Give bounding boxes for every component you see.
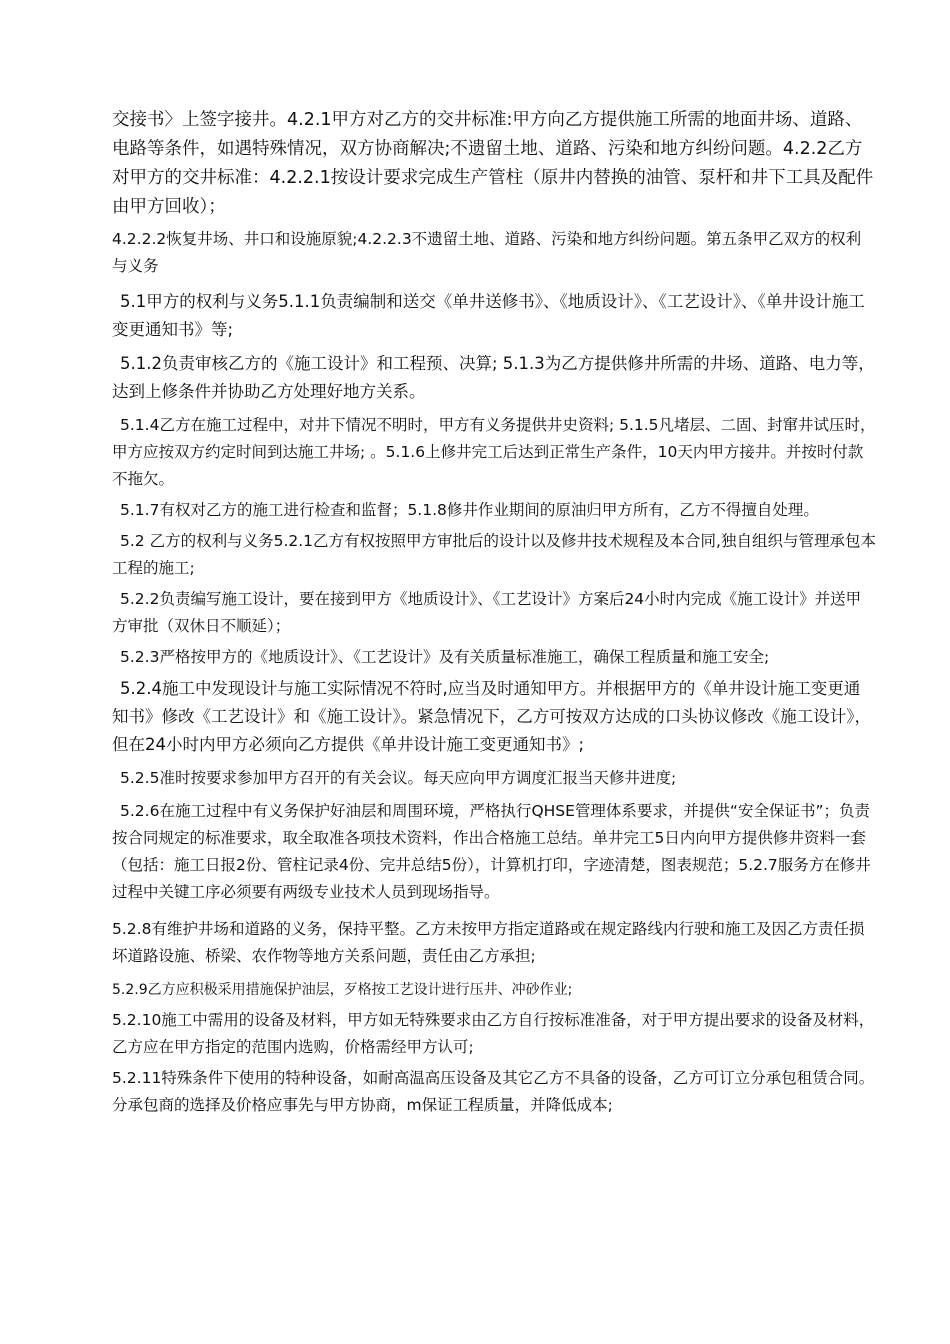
document-page — [112, 106, 876, 1119]
paragraph-5-2-5-meetings: 5.2.5准时按要求参加甲方召开的有关会议。每天应向甲方调度汇报当天修井进度; — [120, 769, 677, 787]
paragraph-5-2-10-equipment-materials: 5.2.10施工中需用的设备及材料，甲方如无特殊要求由乙方自行按标准准备，对于甲方提出要求的设备及材料，乙方应在甲方指定的范围内选购，价格需经甲方认可; — [112, 1011, 875, 1056]
paragraph-5-1-party-a-rights: 5.1甲方的权利与义务5.1.1负责编制和送交《单井送修书》、《地质设计》、《工艺设计》、《单井设计施工变更通知书》等; — [112, 292, 865, 339]
paragraph-5-1-7-inspection: 5.1.7有权对乙方的施工进行检查和监督；5.1.8修井作业期间的原油归甲方所有，乙方不得擅自处理。 — [120, 501, 819, 519]
paragraph-5-2-11-special-equipment: 5.2.11特殊条件下使用的特种设备，如耐高温高压设备及其它乙方不具备的设备，乙方可订立分承包租赁合同。分承包商的选择及价格应事先与甲方协商，m保证工程质量，并降低成本; — [112, 1069, 875, 1114]
paragraph-4-2-transfer-standards: 交接书〉上签字接井。4.2.1甲方对乙方的交井标准:甲方向乙方提供施工所需的地面井场、道路、电路等条件，如遇特殊情况，双方协商解决;不遗留土地、道路、污染和地方纠纷问题。4.2.2乙方对甲方的交井标准：4.2.2.1按设计要求完成生产管柱（原井内替换的油管、泵杆和井下工具及配件由甲方回收）； — [112, 110, 874, 217]
paragraph-5-2-9-protect-reservoir: 5.2.9乙方应积极采用措施保护油层，歹格按工艺设计进行压井、冲砂作业; — [112, 982, 573, 998]
paragraph-5-2-6-environment-qhse: 5.2.6在施工过程中有义务保护好油层和周围环境，严格执行QHSE管理体系要求，并提供“安全保证书”；负责按合同规定的标准要求，取全取准各项技术资料，作出合格施工总结。单井完工5日内向甲方提供修井资料一套（包括：施工日报2份、管柱记录4份、完井总结5份），计算机打印，字迹清楚，图表规范；5.2.7服务方在修井过程中关键工序必须要有两级专业技术人员到现场指导。 — [112, 802, 871, 901]
paragraph-5-2-4-design-changes: 5.2.4施工中发现设计与施工实际情况不符时,应当及时通知甲方。并根据甲方的《单井设计施工变更通知书》修改《工艺设计》和《施工设计》。紧急情况下，乙方可按双方达成的口头协议修改《施工设计》，但在24小时内甲方必须向乙方提供《单井设计施工变更通知书》; — [112, 679, 871, 754]
paragraph-4-2-2-restore-site: 4.2.2.2恢复井场、井口和设施原貌;4.2.2.3不遗留土地、道路、污染和地方纠纷问题。第五条甲乙双方的权利与义务 — [112, 230, 862, 275]
paragraph-5-2-3-quality-standards: 5.2.3严格按甲方的《地质设计》、《工艺设计》及有关质量标准施工，确保工程质量和施工安全; — [120, 648, 770, 666]
paragraph-5-2-8-road-maintenance: 5.2.8有维护井场和道路的义务，保持平整。乙方未按甲方指定道路或在规定路线内行驶和施工及因乙方责任损坏道路设施、桥梁、农作物等地方关系问题，责任由乙方承担; — [112, 920, 865, 965]
paragraph-5-2-2-construction-design: 5.2.2负责编写施工设计，要在接到甲方《地质设计》、《工艺设计》方案后24小时内完成《施工设计》并送甲方审批（双休日不顺延）； — [112, 590, 862, 635]
paragraph-5-2-party-b-rights: 5.2 乙方的权利与义务5.2.1乙方有权按照甲方审批后的设计以及修井技术规程及本合同,独自组织与管理承包本工程的施工; — [112, 532, 876, 577]
paragraph-5-1-2-review-design: 5.1.2负责审核乙方的《施工设计》和工程预、决算; 5.1.3为乙方提供修井所需的井场、道路、电力等，达到上修条件并协助乙方处理好地方关系。 — [112, 354, 875, 401]
paragraph-5-1-4-well-history: 5.1.4乙方在施工过程中，对井下情况不明时，甲方有义务提供井史资料; 5.1.5凡堵层、二固、封窜井试压时，甲方应按双方约定时间到达施工井场; 。5.1.6上修井完工后达到正常生产条件，10天内甲方接井。并按时付款不拖欠。 — [112, 416, 876, 488]
